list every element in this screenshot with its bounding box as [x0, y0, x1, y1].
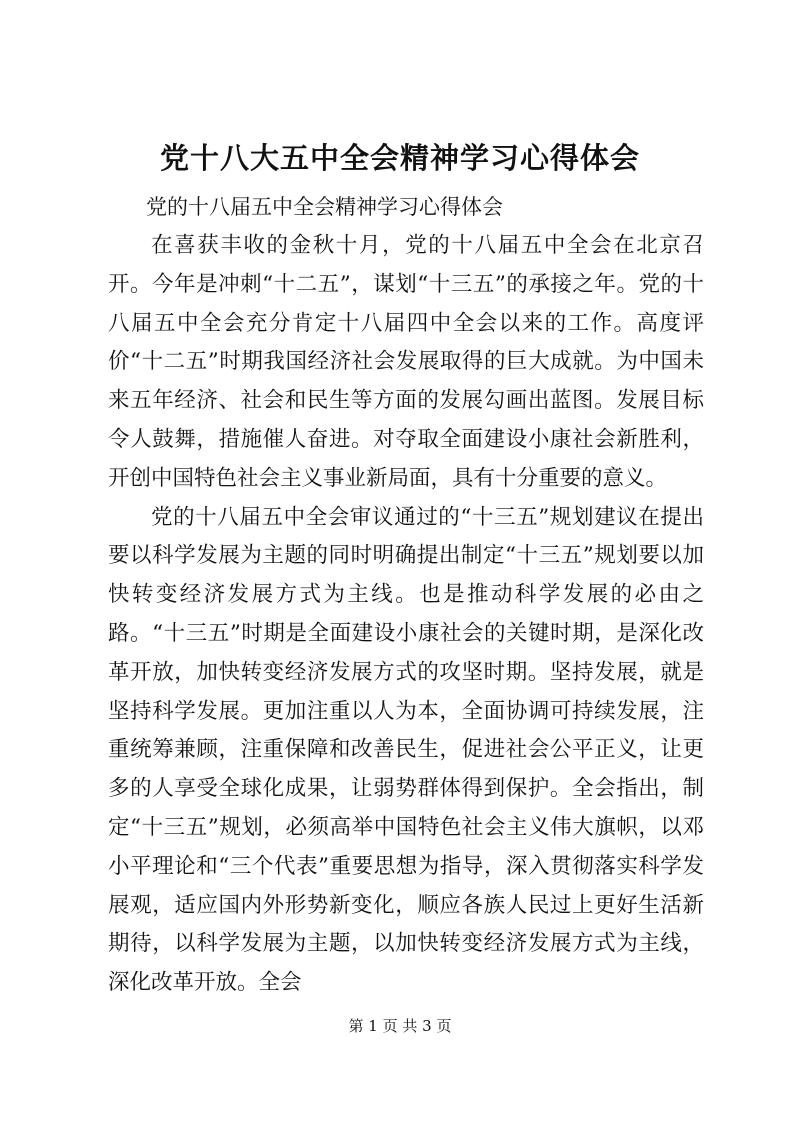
- paragraph-1: 在喜获丰收的金秋十月，党的十八届五中全会在北京召开。今年是冲刺“十二五”，谋划“十三五”的承接之年。党的十八届五中全会充分肯定十八届四中全会以来的工作。高度评价“十二五”时期我国经济社会发展取得的巨大成就。为中国未来五年经济、社会和民生等方面的发展勾画出蓝图。发展目标令人鼓舞，措施催人奋进。对夺取全面建设小康社会新胜利，开创中国特色社会主义事业新局面，具有十分重要的意义。: [108, 233, 704, 491]
- document-subtitle: 党的十八届五中全会精神学习心得体会: [146, 195, 503, 219]
- paragraph-2: 党的十八届五中全会审议通过的“十三五”规划建议在提出要以科学发展为主题的同时明确提出制定“十三五”规划要以加快转变经济发展方式为主线。也是推动科学发展的必由之路。“十三五”时期是全面建设小康社会的关键时期，是深化改革开放，加快转变经济发展方式的攻坚时期。坚持发展，就是坚持科学发展。更加注重以人为本，全面协调可持续发展，注重统筹兼顾，注重保障和改善民生，促进社会公平正义，让更多的人享受全球化成果，让弱势群体得到保护。全会指出，制定“十三五”规划，必须高举中国特色社会主义伟大旗帜，以邓小平理论和“三个代表”重要思想为指导，深入贯彻落实科学发展观，适应国内外形势新变化，顺应各族人民过上更好生活新期待，以科学发展为主题，以加快转变经济发展方式为主线，深化改革开放。全会: [108, 504, 704, 996]
- document-title: 党十八大五中全会精神学习心得体会: [159, 141, 640, 175]
- document-body: [108, 227, 704, 1003]
- page-number-footer: 第 1 页 共 3 页: [348, 1017, 452, 1035]
